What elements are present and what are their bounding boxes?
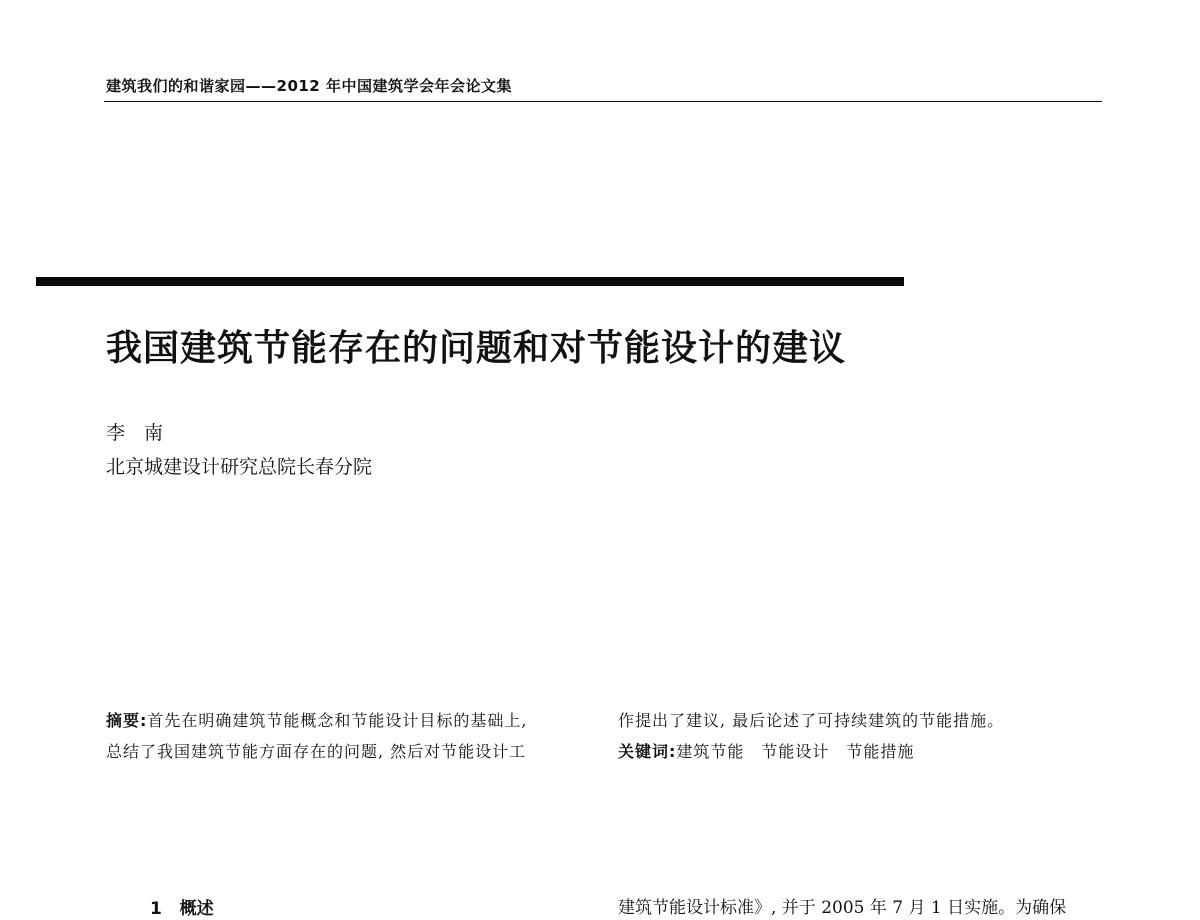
body-text-fragment: 建筑节能设计标准》, 并于 2005 年 7 月 1 日实施。为确保: [618, 898, 1067, 918]
author-name: 李 南: [106, 422, 164, 444]
abstract-left-column: [106, 705, 528, 767]
keywords-text: 建筑节能 节能设计 节能措施: [676, 742, 915, 761]
author-affiliation: 北京城建设计研究总院长春分院: [106, 456, 373, 478]
section-heading: [150, 894, 214, 919]
abstract-line-1: [106, 705, 528, 736]
keywords-label: 关键词:: [618, 742, 677, 761]
title-rule-bar: [36, 277, 904, 286]
running-header: 建筑我们的和谐家园——2012 年中国建筑学会年会论文集: [106, 77, 512, 95]
abstract-text-1: 首先在明确建筑节能概念和节能设计目标的基础上,: [147, 711, 528, 730]
section-number: 1: [150, 899, 162, 919]
paper-title: 我国建筑节能存在的问题和对节能设计的建议: [106, 328, 847, 369]
abstract-line-3: 作提出了建议, 最后论述了可持续建筑的节能措施。: [618, 711, 1005, 730]
abstract-right-column: [618, 705, 1004, 767]
keywords-line: [618, 736, 1004, 767]
header-rule: [104, 101, 1102, 102]
abstract-label: 摘要:: [106, 711, 148, 730]
abstract-line-2: 总结了我国建筑节能方面存在的问题, 然后对节能设计工: [106, 742, 527, 761]
section-title: 概述: [179, 899, 214, 919]
